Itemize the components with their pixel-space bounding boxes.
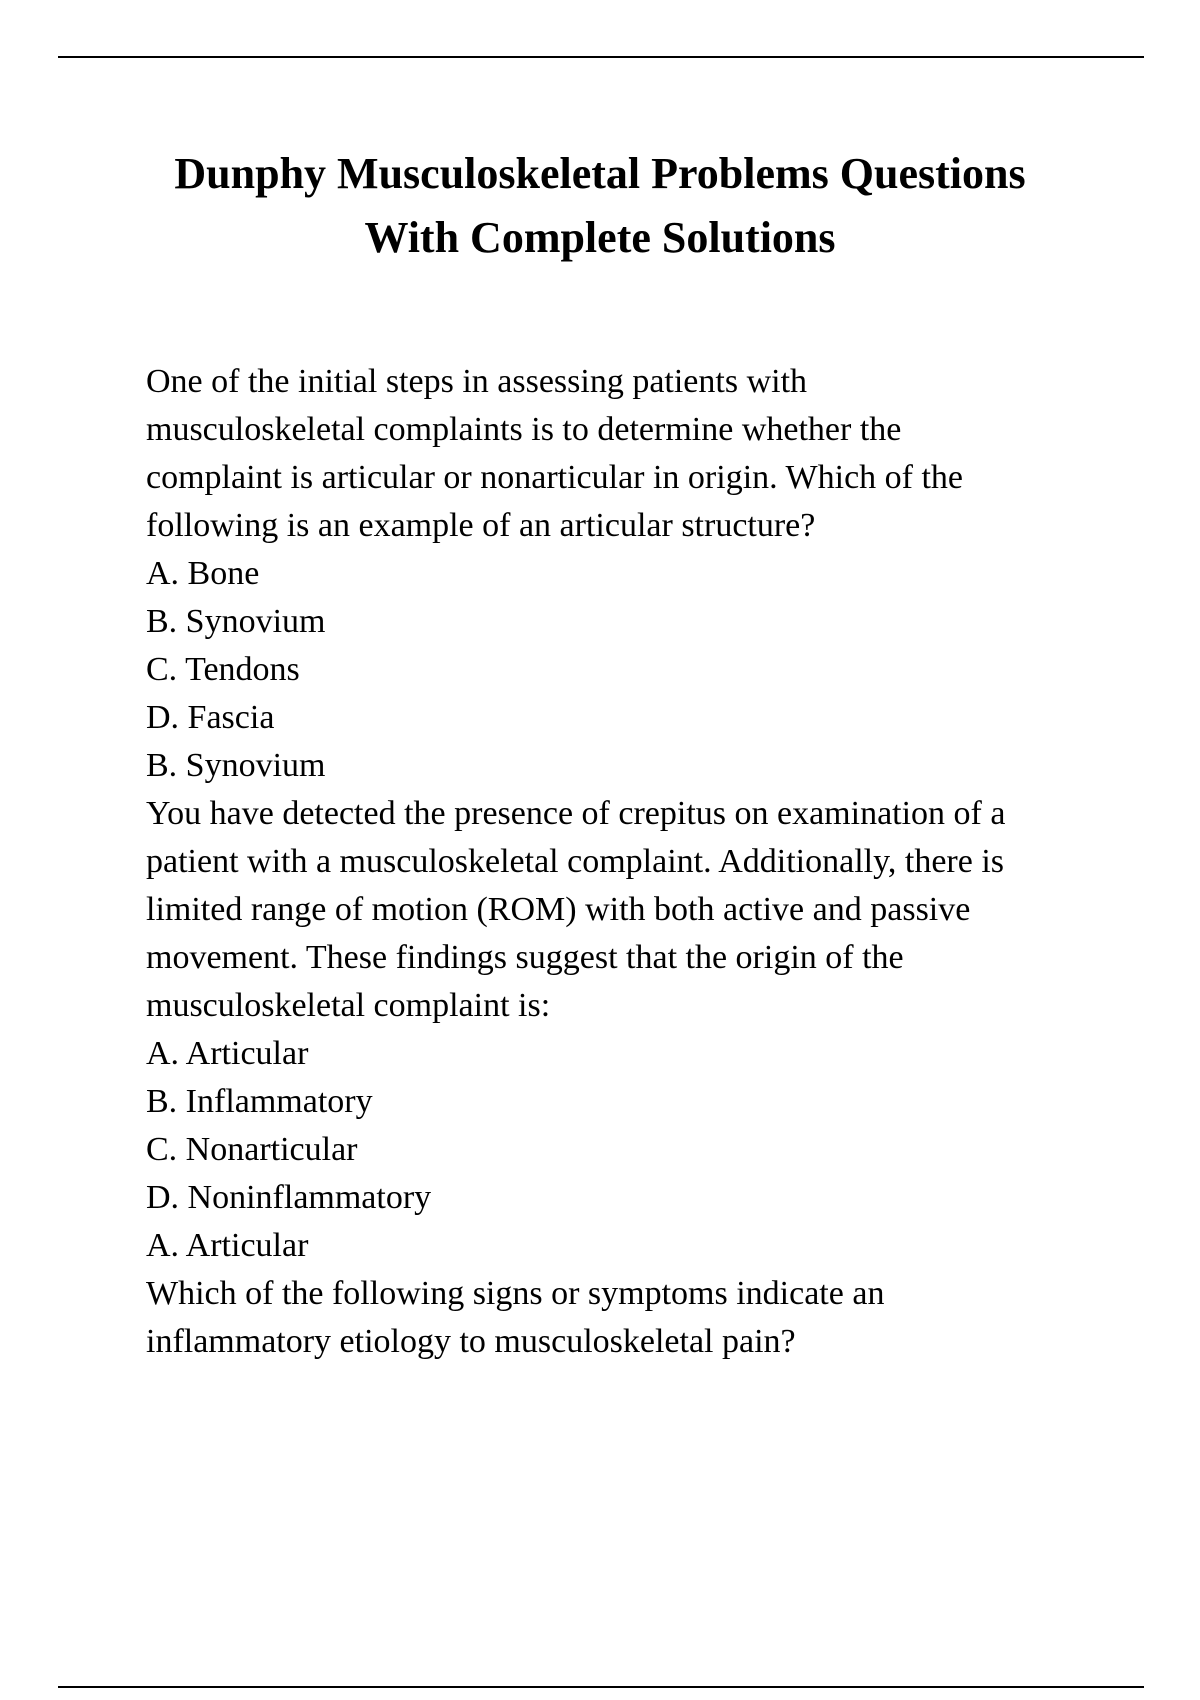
title-line-1: Dunphy Musculoskeletal Problems Questions [174,149,1026,198]
document-body [146,358,1106,1366]
option-d: D. Fascia [146,699,275,736]
header-rule [58,56,1144,58]
option-b: B. Synovium [146,603,326,640]
question-text: You have detected the presence of crepitus on examination of a patient with a musculoskeletal complaint. Additionally, there is limited range of motion (ROM) with both active and passive movement. These findings suggest that the origin of the musculoskeletal complaint is: [146,795,1006,1024]
correct-answer: A. Articular [146,1227,309,1264]
question-text: One of the initial steps in assessing patients with musculoskeletal complaints is to determine whether the complaint is articular or nonarticular in origin. Which of the following is an example of an articular structure? [146,363,964,544]
option-a: A. Bone [146,555,260,592]
option-a: A. Articular [146,1035,309,1072]
question-1 [146,358,1106,790]
answer-options [146,550,1106,742]
answer-options [146,1030,1106,1222]
title-line-2: With Complete Solutions [364,213,836,262]
correct-answer: B. Synovium [146,747,326,784]
question-text: Which of the following signs or symptoms indicate an inflammatory etiology to musculoskeletal pain? [146,1275,885,1360]
footer-rule [58,1686,1144,1688]
document-title [100,142,1100,270]
option-c: C. Tendons [146,651,300,688]
option-c: C. Nonarticular [146,1131,358,1168]
question-2 [146,790,1106,1270]
option-d: D. Noninflammatory [146,1179,432,1216]
option-b: B. Inflammatory [146,1083,373,1120]
question-3 [146,1270,1106,1366]
